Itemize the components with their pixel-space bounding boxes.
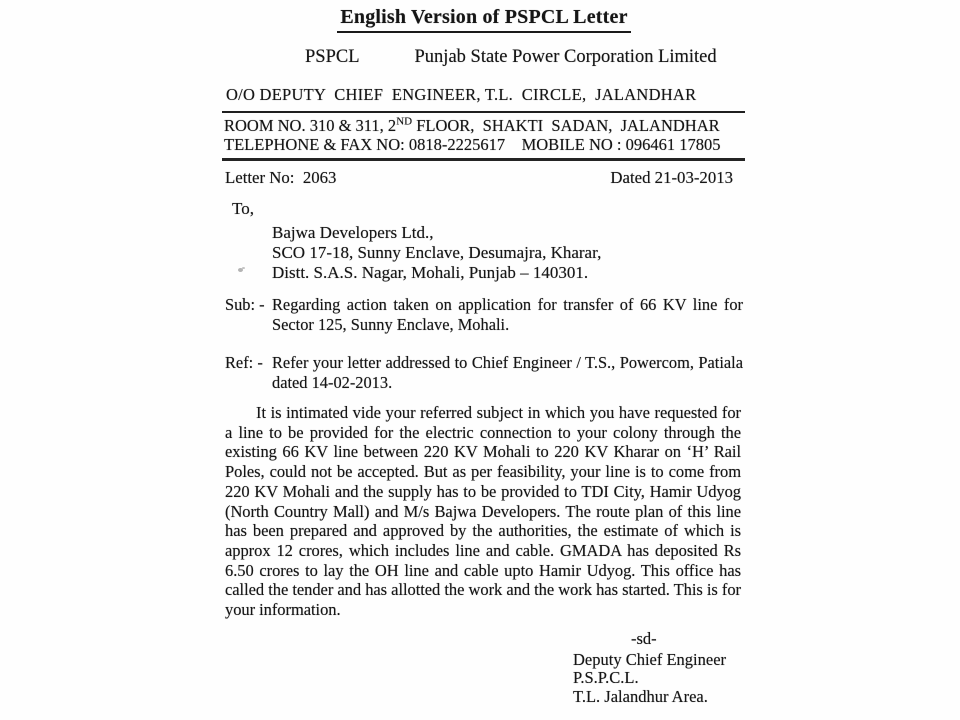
recipient-address xyxy=(272,223,601,282)
organization-line xyxy=(225,47,743,68)
office-line: O/O DEPUTY CHIEF ENGINEER, T.L. CIRCLE, JALANDHAR xyxy=(226,85,697,104)
letter-date: Dated 21-03-2013 xyxy=(610,168,733,187)
subject-row xyxy=(225,295,743,335)
address-line-contact: TELEPHONE & FAX NO: 0818-2225617 MOBILE NO : 096461 17805 xyxy=(224,135,721,154)
room-line-suffix: FLOOR, SHAKTI SADAN, JALANDHAR xyxy=(412,116,720,135)
subject-text: Regarding action taken on application for transfer of 66 KV line for Sector 125, Sunny Enclave, Mohali. xyxy=(272,295,743,334)
reference-label: Ref: - xyxy=(225,353,263,372)
org-abbreviation: PSPCL xyxy=(305,47,360,67)
room-line-prefix: ROOM NO. 310 & 311, 2 xyxy=(224,116,397,135)
document-title-wrap xyxy=(225,6,743,33)
recipient-line: SCO 17-18, Sunny Enclave, Desumajra, Kharar, xyxy=(272,242,602,262)
signature-sd: -sd- xyxy=(631,629,657,648)
signature-line: T.L. Jalandhur Area. xyxy=(573,686,708,706)
address-line-room xyxy=(224,116,745,135)
to-label: To, xyxy=(232,199,254,218)
letter-meta-row xyxy=(225,168,733,188)
recipient-line: Bajwa Developers Ltd., xyxy=(272,223,434,242)
body-paragraph: It is intimated vide your referred subject in which you have requested for a line to be provided for the electric connection to your colony through the existing 66 KV line between 220 KV Mohali to 220 KV Kharar on ‘H’ Rail Poles, could not be accepted. But as per feasibility, your line is to come from 220 KV Mohali and the supply has to be provided to TDI City, Hamir Udyog (North Country Mall) and M/s Bajwa Developers. The route plan of this line has been prepared and approved by the authorities, the estimate of which is approx 12 crores, which includes line and cable. GMADA has deposited Rs 6.50 crores to lay the OH line and cable upto Hamir Udyog. This office has called the tender and has allotted the work and the work has started. This is for your information. xyxy=(225,403,741,620)
org-name: Punjab State Power Corporation Limited xyxy=(414,47,717,67)
reference-row xyxy=(225,353,743,393)
reference-text: Refer your letter addressed to Chief Engineer / T.S., Powercom, Patiala dated 14-02-2013. xyxy=(272,353,743,392)
scan-artifact xyxy=(238,268,243,272)
signature-line: P.S.P.C.L. xyxy=(573,668,639,688)
subject-label: Sub: - xyxy=(225,295,265,314)
signature-block xyxy=(573,630,743,706)
letter-number: Letter No: 2063 xyxy=(225,168,337,187)
ordinal-superscript: ND xyxy=(396,115,413,128)
letterhead-address-block xyxy=(222,111,745,161)
signature-line: Deputy Chief Engineer xyxy=(573,649,727,669)
document-title: English Version of PSPCL Letter xyxy=(337,6,630,33)
recipient-line: Distt. S.A.S. Nagar, Mohali, Punjab – 140301. xyxy=(272,262,589,282)
